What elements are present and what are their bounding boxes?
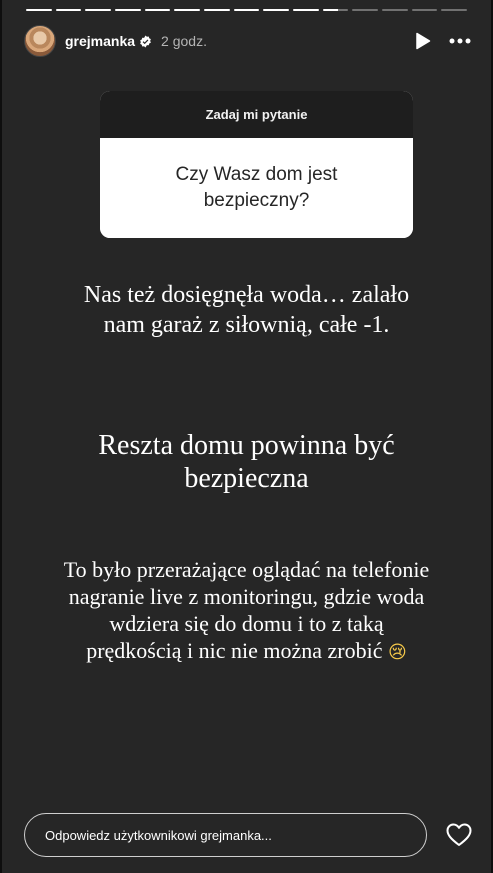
play-icon[interactable]: [415, 32, 431, 50]
story-text-paragraph-3: [62, 556, 431, 666]
progress-segment: [352, 9, 378, 11]
more-icon[interactable]: [449, 38, 471, 44]
progress-segment: [382, 9, 408, 11]
username[interactable]: grejmanka: [65, 33, 136, 49]
question-sticker-question: Czy Wasz dom jest bezpieczny?: [100, 138, 413, 238]
story-text-paragraph-2: Reszta domu powinna być bezpieczna: [98, 430, 395, 494]
post-time: 2 godz.: [161, 33, 207, 49]
progress-segment: [234, 9, 260, 11]
story-header: [24, 25, 471, 57]
crying-face-icon: 😢: [388, 642, 407, 664]
story-progress-bar: [26, 9, 467, 12]
heart-icon[interactable]: [445, 821, 473, 849]
progress-segment: [56, 9, 82, 11]
progress-segment: [85, 9, 111, 11]
reply-input[interactable]: [24, 813, 427, 857]
progress-segment: [115, 9, 141, 11]
progress-segment: [26, 9, 52, 11]
progress-segment: [412, 9, 438, 11]
verified-icon: [139, 35, 152, 48]
progress-segment: [145, 9, 171, 11]
progress-segment: [263, 9, 289, 11]
avatar[interactable]: [24, 25, 56, 57]
story-footer: [24, 813, 473, 857]
progress-segment: [293, 9, 319, 11]
progress-segment-current: [323, 9, 349, 11]
progress-segment: [441, 9, 467, 11]
question-sticker-title: Zadaj mi pytanie: [100, 91, 413, 138]
progress-segment: [204, 9, 230, 11]
story-text-paragraph-1: Nas też dosięgnęła woda… zalało nam garaż z siłownią, całe -1.: [83, 282, 410, 338]
story-text-paragraph-3-text: To było przerażające oglądać na telefonie nagranie live z monitoringu, gdzie woda wdziera się do domu i to z taką prędkością i nic nie można zrobić: [63, 557, 430, 663]
question-sticker[interactable]: [100, 91, 413, 238]
progress-segment: [174, 9, 200, 11]
